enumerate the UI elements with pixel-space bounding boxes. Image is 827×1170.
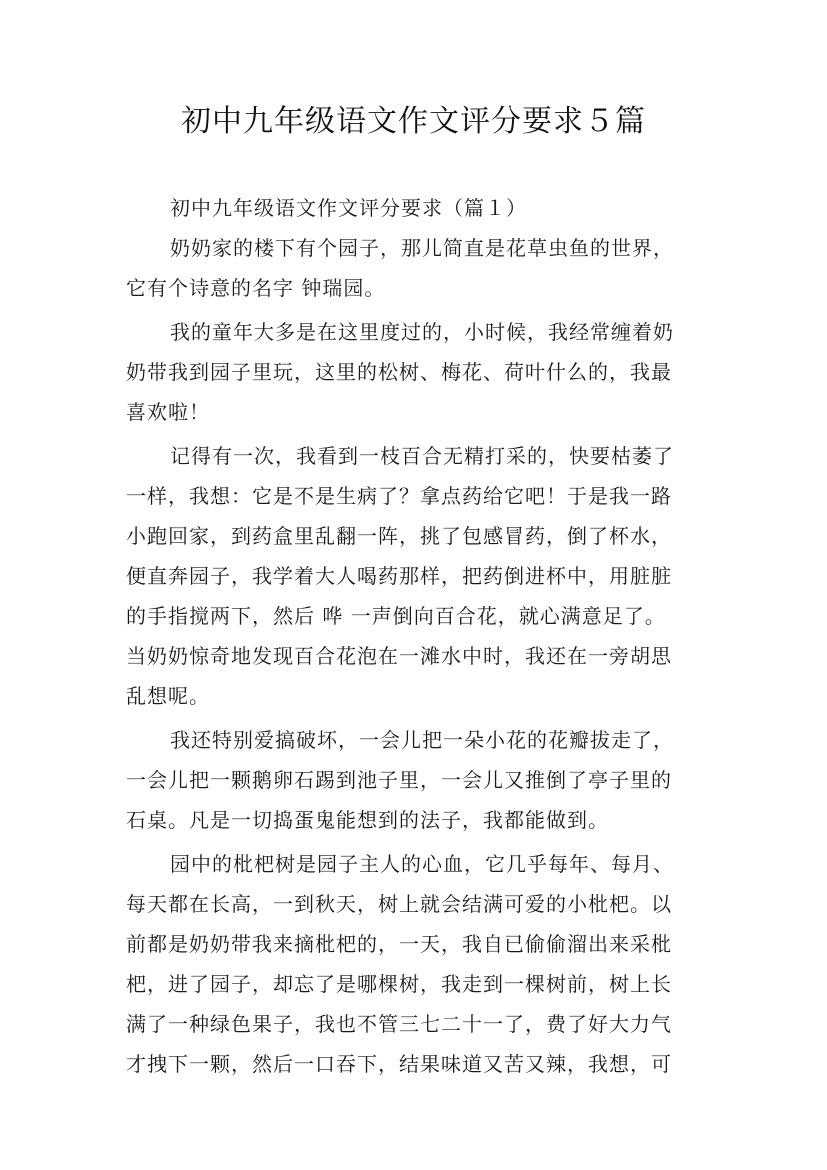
body-text-line: 奶奶家的楼下有个园子，那儿简直是花草虫鱼的世界， (170, 236, 674, 260)
body-text-line: 奶带我到园子里玩，这里的松树、梅花、荷叶什么的，我最 (126, 360, 672, 384)
body-text-line: 的手指搅两下，然后 哗 一声倒向百合花，就心满意足了。 (126, 604, 666, 628)
body-text-line: 记得有一次，我看到一枝百合无精打采的，快要枯萎了 (170, 444, 674, 468)
body-text-line: 一会儿把一颗鹅卵石踢到池子里，一会儿又推倒了亭子里的 (126, 768, 672, 792)
body-text-line: 才拽下一颗，然后一口吞下，结果味道又苦又辣，我想，可 (126, 1052, 672, 1076)
body-text-line: 乱想呢。 (126, 684, 210, 708)
section-heading: 初中九年级语文作文评分要求（篇１） (170, 196, 527, 220)
body-text-line: 它有个诗意的名字 钟瑞园。 (126, 276, 386, 300)
body-text-line: 石桌。凡是一切捣蛋鬼能想到的法子，我都能做到。 (126, 808, 609, 832)
body-text-line: 前都是奶奶带我来摘枇杷的，一天，我自已偷偷溜出来采枇 (126, 932, 672, 956)
body-text-line: 便直奔园子，我学着大人喝药那样，把药倒进杯中，用脏脏 (126, 564, 672, 588)
body-text-line: 我还特别爱搞破坏，一会儿把一朵小花的花瓣拔走了， (170, 728, 674, 752)
body-text-line: 当奶奶惊奇地发现百合花泡在一滩水中时，我还在一旁胡思 (126, 644, 672, 668)
body-text-line: 小跑回家，到药盒里乱翻一阵，挑了包感冒药，倒了杯水， (126, 524, 672, 548)
body-text-line: 园中的枇杷树是园子主人的心血，它几乎每年、每月、 (170, 852, 674, 876)
body-text-line: 每天都在长高，一到秋天，树上就会结满可爱的小枇杷。以 (126, 892, 672, 916)
document-title: 初中九年级语文作文评分要求５篇 (181, 104, 646, 139)
body-text-line: 满了一种绿色果子，我也不管三七二十一了，费了好大力气 (126, 1012, 672, 1036)
body-text-line: 喜欢啦！ (126, 400, 210, 424)
body-text-line: 杷，进了园子，却忘了是哪棵树，我走到一棵树前，树上长 (126, 972, 672, 996)
body-text-line: 一样，我想：它是不是生病了？拿点药给它吧！于是我一路 (126, 484, 672, 508)
document-body (126, 188, 716, 1084)
body-text-line: 我的童年大多是在这里度过的，小时候，我经常缠着奶 (170, 320, 674, 344)
